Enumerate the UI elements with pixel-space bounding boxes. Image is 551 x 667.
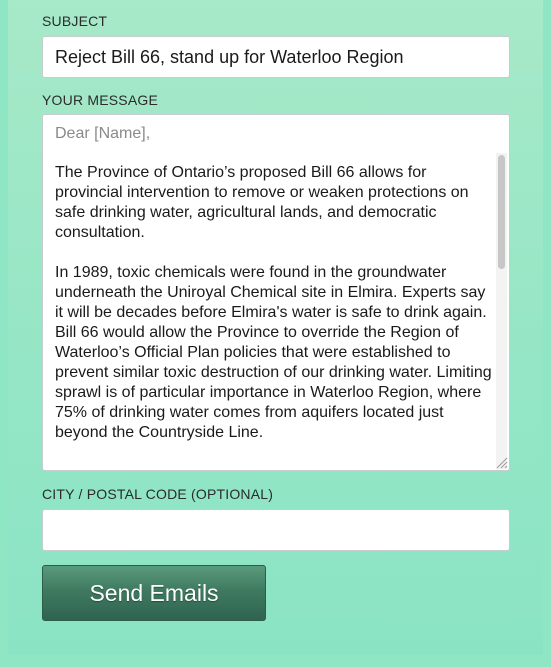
message-paragraph: The Province of Ontario’s proposed Bill 66 allows for provincial intervention to remove or weaken protections on safe drinking water, agricultural lands, and democratic consultation.	[55, 164, 469, 241]
resize-handle-icon[interactable]	[495, 456, 508, 469]
message-scrollbar[interactable]	[496, 153, 507, 469]
subject-label: SUBJECT	[42, 13, 108, 29]
city-label: CITY / POSTAL CODE (OPTIONAL)	[42, 486, 274, 502]
message-box	[42, 114, 510, 471]
subject-input[interactable]: Reject Bill 66, stand up for Waterloo Region	[42, 36, 510, 78]
message-paragraph: In 1989, toxic chemicals were found in the groundwater underneath the Uniroyal Chemical site in Elmira. Experts say it will be decades before Elmira's water is safe to drink again. Bill 66 would allow the Province to override the Region of Waterloo’s Official Plan policies that were established to prevent similar toxic destruction of our drinking water. Limiting sprawl is of particular importance in Waterloo Region, where 75% of drinking water comes from aquifers located just beyond the Countryside Line.	[55, 264, 492, 441]
message-salutation[interactable]: Dear [Name],	[55, 125, 151, 142]
message-scroll-thumb[interactable]	[498, 155, 505, 269]
message-textarea[interactable]	[43, 153, 509, 468]
city-postal-input[interactable]	[42, 509, 510, 551]
message-label: YOUR MESSAGE	[42, 92, 158, 108]
send-emails-button[interactable]: Send Emails	[42, 565, 266, 621]
